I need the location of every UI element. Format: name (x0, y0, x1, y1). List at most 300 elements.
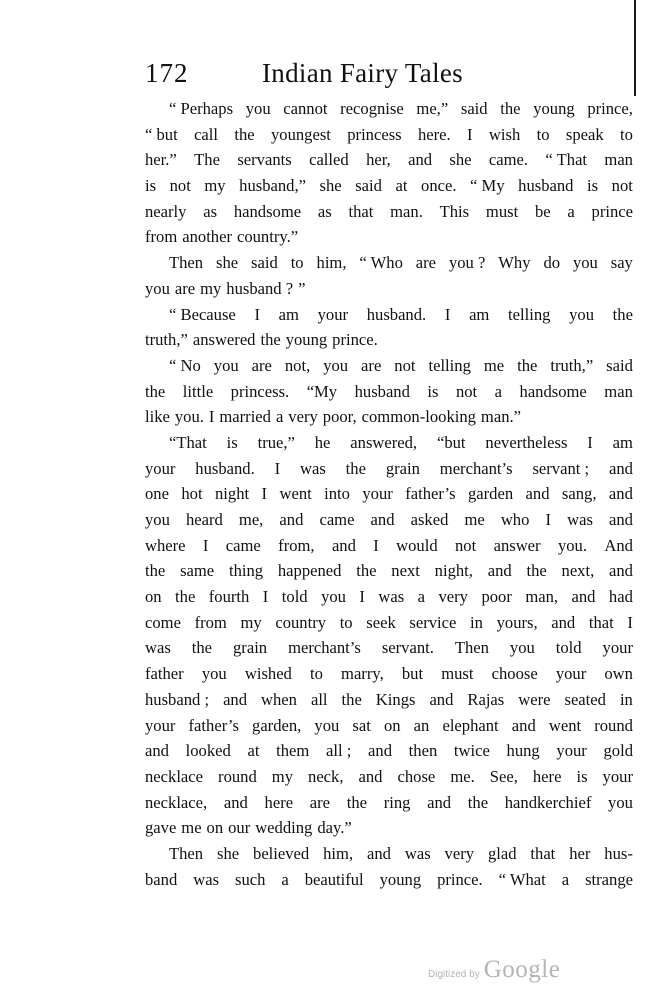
word: husband (354, 381, 410, 401)
word: the (191, 638, 213, 658)
word: the (612, 304, 633, 324)
word: night (215, 484, 250, 504)
word: in (619, 689, 633, 709)
word: poor (481, 587, 512, 607)
word: recognise (340, 99, 404, 118)
word: young (533, 99, 575, 118)
word: her, (366, 150, 391, 170)
word: the (175, 587, 196, 607)
word: my (204, 176, 226, 196)
word: as (317, 201, 332, 221)
word: round (594, 715, 633, 735)
word: married (219, 407, 271, 427)
word: sat (352, 715, 371, 735)
word: I (202, 535, 209, 555)
text-line (145, 456, 633, 482)
word: is (427, 381, 439, 401)
word: service (409, 612, 457, 632)
word: to (309, 664, 323, 684)
word: is (576, 766, 588, 786)
word: the (341, 689, 362, 709)
word: glad (487, 843, 517, 863)
word: another (182, 227, 232, 247)
word: handsome (233, 201, 302, 221)
word: twice (453, 741, 490, 761)
word: common-looking (361, 407, 476, 427)
word: and (358, 766, 383, 786)
word: garden, (252, 715, 302, 735)
word: a (417, 587, 426, 607)
word: “ Because (169, 304, 236, 324)
word: “ but (145, 124, 178, 144)
word: a (567, 201, 575, 221)
word: you (201, 664, 227, 684)
word: do (543, 253, 561, 273)
word: a (561, 869, 570, 889)
word: speak (565, 124, 604, 144)
word: that (348, 201, 374, 221)
word: you (572, 253, 598, 273)
word: and (279, 510, 304, 529)
word: said (355, 176, 382, 196)
body-text (145, 96, 633, 892)
word: your (317, 304, 349, 324)
word: See, (489, 766, 518, 786)
word: I (254, 304, 260, 324)
word: answer (493, 535, 541, 555)
page-header (0, 58, 645, 98)
text-line (145, 790, 633, 816)
word: like (145, 407, 170, 427)
text-line (145, 353, 633, 379)
text-line (145, 841, 633, 867)
word: country (275, 612, 327, 632)
word: you. (557, 535, 587, 555)
word: I (373, 535, 379, 555)
word: are (309, 792, 331, 812)
word: “My (306, 381, 338, 401)
word: that (588, 612, 614, 632)
word: an (413, 715, 430, 735)
word: prince, (587, 99, 633, 118)
word: looked (185, 741, 231, 761)
word: the (467, 792, 489, 812)
word: are (415, 253, 437, 273)
paragraph (145, 96, 633, 250)
word: believed (253, 843, 310, 863)
word: and (370, 510, 395, 529)
paragraph (145, 302, 633, 353)
word: my (271, 766, 293, 786)
word: “ Who (359, 253, 403, 273)
word: I (274, 458, 281, 478)
word: servant ; (532, 458, 590, 478)
text-line (145, 250, 633, 276)
word: I (261, 484, 268, 504)
text-line (145, 379, 633, 405)
word: a (281, 869, 289, 889)
word: your (145, 715, 176, 735)
word: cannot (283, 99, 328, 118)
word: the (526, 561, 547, 581)
word: the (517, 355, 538, 375)
word: told (281, 587, 308, 607)
word: all (310, 689, 328, 709)
word: she (449, 150, 472, 170)
word: and (609, 561, 633, 581)
word: here (264, 792, 294, 812)
word: at (395, 176, 408, 196)
word: say (610, 253, 633, 273)
text-line (145, 404, 633, 430)
word: call (194, 124, 219, 144)
word: nearly (145, 201, 187, 221)
word: you (213, 355, 239, 375)
word: “ My (470, 176, 505, 196)
word: handkerchief (504, 792, 592, 812)
word: told (555, 638, 582, 658)
word: necklace (145, 766, 204, 786)
word: on (383, 715, 401, 735)
word: must (441, 664, 474, 684)
word: hot (181, 484, 203, 504)
word: “but (436, 432, 466, 452)
paragraph (145, 430, 633, 841)
word: very (288, 407, 318, 427)
word: and (511, 715, 536, 735)
word: you (569, 304, 594, 324)
text-line (145, 147, 633, 173)
text-line (145, 199, 633, 225)
word: and (408, 150, 433, 170)
word: your (362, 484, 393, 504)
text-line (145, 687, 633, 713)
word: hung (506, 741, 540, 761)
word: on (145, 587, 162, 607)
word: when (261, 689, 297, 709)
word: prince. (332, 330, 378, 350)
text-line (145, 276, 633, 302)
word: little (182, 381, 214, 401)
word: such (234, 869, 266, 889)
word: youngest (270, 124, 331, 144)
word: servant. (381, 638, 434, 658)
google-logo: Google (483, 956, 561, 983)
word: the (500, 99, 521, 118)
text-line (145, 764, 633, 790)
word: man (604, 150, 633, 170)
word: and (223, 792, 248, 812)
word: and (145, 741, 169, 761)
text-line (145, 96, 633, 122)
word: husband,” (239, 176, 306, 196)
word: and (551, 612, 576, 632)
word: was (404, 843, 431, 863)
word: next (391, 561, 420, 581)
word: grain (385, 458, 420, 478)
text-line (145, 610, 633, 636)
word: husband. (366, 304, 427, 324)
word: the (356, 561, 377, 581)
word: her (569, 843, 591, 863)
word: me (464, 510, 485, 529)
word: sang, (561, 484, 597, 504)
word: was (193, 869, 220, 889)
word: as (203, 201, 218, 221)
word: you (145, 278, 170, 298)
word: then (408, 741, 438, 761)
word: your (556, 741, 587, 761)
word: to (339, 612, 353, 632)
text-line (145, 661, 633, 687)
word: at (247, 741, 260, 761)
word: father’s (188, 715, 239, 735)
word: would (396, 535, 438, 555)
word: him, (323, 843, 354, 863)
word: called (309, 150, 349, 170)
word: prince (591, 201, 633, 221)
word: and (608, 484, 633, 504)
word: the (145, 561, 166, 581)
word: telling (428, 355, 471, 375)
text-line (145, 302, 633, 328)
word: from, (278, 535, 315, 555)
word: I (444, 304, 451, 324)
word: “ What (498, 869, 546, 889)
word: man. (390, 201, 423, 221)
word: strange (585, 869, 633, 889)
word: once. (421, 176, 457, 196)
word: country.” (236, 227, 299, 247)
word: you (323, 355, 349, 375)
word: me, (238, 510, 264, 529)
word: husband (518, 176, 574, 196)
word: said (460, 99, 488, 118)
word: and (223, 689, 248, 709)
word: the (234, 124, 255, 144)
word: a (275, 407, 284, 427)
word: a (494, 381, 503, 401)
word: handsome (519, 381, 587, 401)
word: was (378, 587, 405, 607)
word: be (534, 201, 551, 221)
word: me (483, 355, 505, 375)
word: you (245, 99, 271, 118)
word: truth,” (145, 330, 188, 350)
text-line (145, 533, 633, 559)
word: from (194, 612, 227, 632)
word: Then (169, 843, 204, 863)
word: seek (366, 612, 396, 632)
word: to (536, 124, 550, 144)
word: not (455, 381, 478, 401)
word: man, (525, 587, 559, 607)
word: went (548, 715, 582, 735)
word: the (345, 458, 366, 478)
word: neck, (308, 766, 344, 786)
word: not (611, 176, 633, 196)
text-line (145, 815, 633, 841)
word: husband ? (226, 278, 294, 298)
word: and (366, 843, 391, 863)
word: father (145, 664, 184, 684)
word: your (602, 766, 633, 786)
word: father’s (405, 484, 456, 504)
word: The (194, 150, 220, 170)
word: I (208, 407, 215, 427)
word: and (525, 484, 550, 504)
text-line (145, 738, 633, 764)
word: my (240, 612, 262, 632)
word: “ Perhaps (169, 99, 234, 118)
word: you ? (448, 253, 486, 273)
word: are (361, 355, 382, 375)
word: beautiful (304, 869, 364, 889)
word: necklace, (145, 792, 208, 812)
text-line (145, 173, 633, 199)
word: own (604, 664, 633, 684)
word: night, (434, 561, 473, 581)
paragraph (145, 841, 633, 892)
word: he (314, 432, 331, 452)
word: she (217, 843, 240, 863)
word: princess. (230, 381, 290, 401)
word: ” (298, 278, 306, 298)
word: nevertheless (485, 432, 568, 452)
word: merchant’s (288, 638, 361, 658)
word: wished (244, 664, 292, 684)
word: ring (383, 792, 411, 812)
word: band (145, 869, 178, 889)
word: Rajas (467, 689, 505, 709)
word: them (276, 741, 310, 761)
word: you. (174, 407, 204, 427)
word: poor, (322, 407, 357, 427)
word: heard (185, 510, 223, 529)
word: asked (410, 510, 449, 529)
word: very (438, 587, 468, 607)
word: elephant (442, 715, 499, 735)
word: are (174, 278, 196, 298)
text-line (145, 327, 633, 353)
word: I (587, 432, 593, 452)
word: thing (228, 561, 264, 581)
word: and (368, 741, 392, 761)
word: wedding (255, 818, 313, 838)
word: not (169, 176, 191, 196)
word: were (518, 689, 551, 709)
word: the (346, 792, 368, 812)
word: here (532, 766, 562, 786)
word: him, (316, 253, 347, 273)
word: who (500, 510, 530, 529)
word: all ; (326, 741, 352, 761)
word: I (627, 612, 633, 632)
word: you (314, 715, 340, 735)
word: gold (603, 741, 633, 761)
word: am (469, 304, 490, 324)
word: and (427, 792, 452, 812)
word: telling (508, 304, 551, 324)
word: answered, (350, 432, 418, 452)
word: very (444, 843, 475, 863)
word: same (180, 561, 215, 581)
word: came (225, 535, 261, 555)
text-line (145, 481, 633, 507)
watermark-prefix: Digitized by (428, 969, 480, 980)
word: your (602, 638, 633, 658)
word: is (145, 176, 157, 196)
word: was (567, 510, 593, 529)
word: is (226, 432, 238, 452)
text-line (145, 558, 633, 584)
word: you (509, 638, 535, 658)
word: but (401, 664, 424, 684)
word: gave (145, 818, 177, 838)
paragraph (145, 353, 633, 430)
word: servants (237, 150, 292, 170)
word: was (300, 458, 326, 478)
word: your (145, 458, 176, 478)
word: where (145, 535, 186, 555)
digitization-watermark (428, 956, 560, 984)
text-line (145, 224, 633, 250)
word: into (324, 484, 350, 504)
word: seated (564, 689, 606, 709)
word: fourth (208, 587, 250, 607)
text-line (145, 713, 633, 739)
word: I (359, 587, 365, 607)
word: am (278, 304, 299, 324)
word: you (608, 792, 633, 812)
word: our (228, 818, 251, 838)
word: Why (498, 253, 531, 273)
text-line (145, 507, 633, 533)
word: you (145, 510, 170, 529)
word: said (251, 253, 278, 273)
word: that (530, 843, 556, 863)
word: your (555, 664, 587, 684)
word: not (394, 355, 416, 375)
word: day.” (317, 818, 352, 838)
word: husband ; (145, 689, 210, 709)
word: on (206, 818, 224, 838)
word: not (455, 535, 477, 555)
word: truth,” (550, 355, 594, 375)
word: was (145, 638, 171, 658)
word: and (609, 458, 633, 478)
word: Kings (375, 689, 416, 709)
word: “ That (545, 150, 588, 170)
word: she (319, 176, 342, 196)
word: “That (169, 432, 207, 452)
word: yours, (496, 612, 538, 632)
word: marry, (341, 664, 384, 684)
word: from (145, 227, 178, 247)
word: came (319, 510, 355, 529)
word: am (612, 432, 633, 452)
text-line (145, 867, 633, 893)
word: true,” (257, 432, 295, 452)
word: young (285, 330, 328, 350)
word: I (262, 587, 269, 607)
word: happened (277, 561, 342, 581)
word: princess (347, 124, 402, 144)
word: not, (284, 355, 311, 375)
word: must (485, 201, 519, 221)
page-number: 172 (145, 58, 189, 88)
word: I (467, 124, 473, 144)
